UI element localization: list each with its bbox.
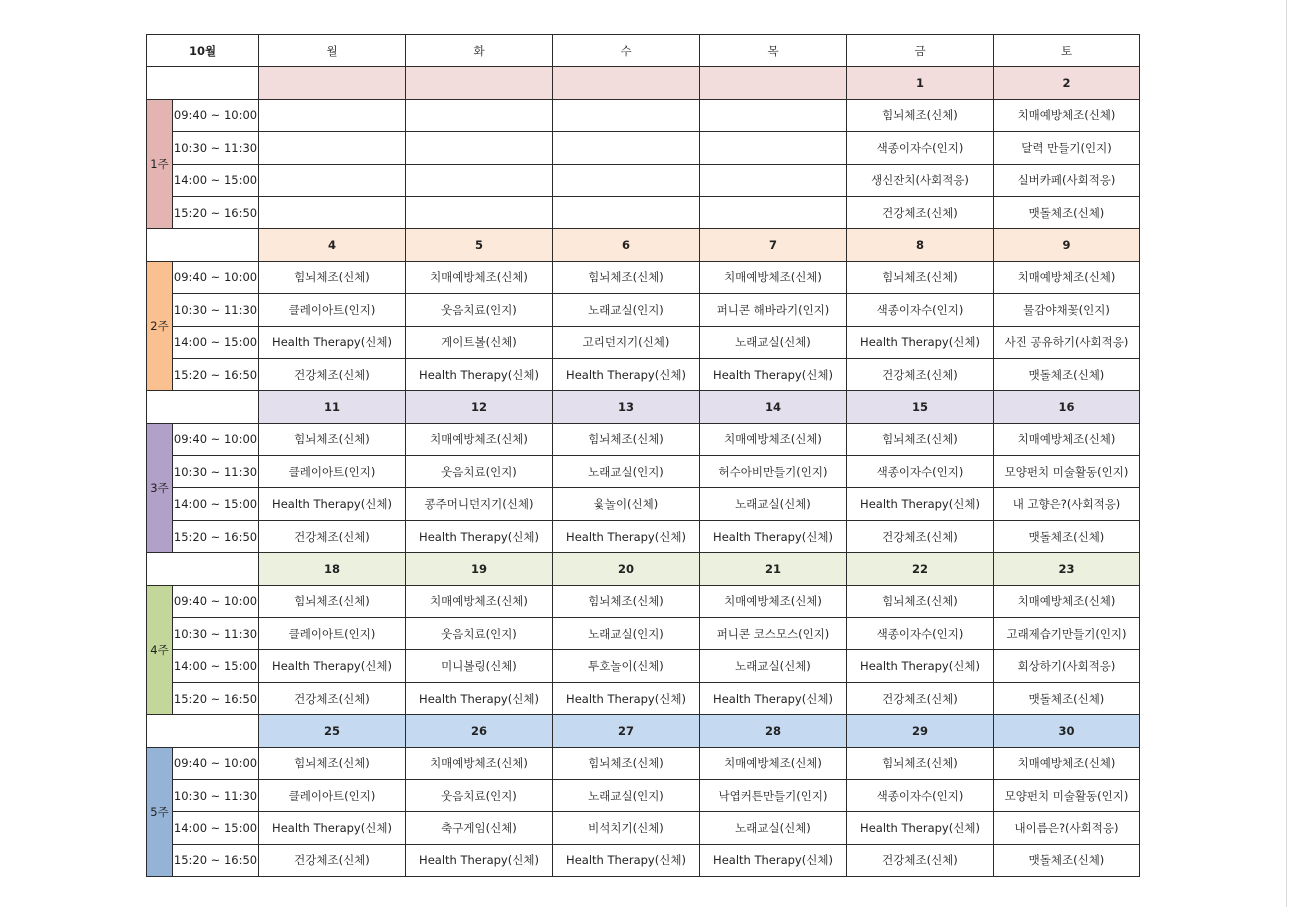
day-header-wed: 수 — [553, 35, 700, 67]
activity-cell-sat: 치매예방체조(신체) — [994, 99, 1140, 131]
activity-cell-fri: 건강체조(신체) — [847, 844, 994, 876]
activity-cell-tue: Health Therapy(신체) — [406, 682, 553, 714]
activity-cell-mon: 힘뇌체조(신체) — [259, 747, 406, 779]
day-header-thu: 목 — [700, 35, 847, 67]
date-cell-thu: 14 — [700, 391, 847, 423]
activity-cell-mon: 클레이아트(인지) — [259, 456, 406, 488]
activity-cell-wed: Health Therapy(신체) — [553, 358, 700, 390]
activity-cell-wed: 힘뇌체조(신체) — [553, 747, 700, 779]
date-cell-tue: 19 — [406, 553, 553, 585]
activity-cell-mon: 클레이아트(인지) — [259, 779, 406, 811]
activity-cell-tue — [406, 164, 553, 196]
day-header-sat: 토 — [994, 35, 1140, 67]
date-row-spacer — [147, 229, 259, 261]
date-cell-sat: 16 — [994, 391, 1140, 423]
activity-cell-fri: 건강체조(신체) — [847, 196, 994, 228]
activity-cell-tue — [406, 132, 553, 164]
time-slot: 10:30 ~ 11:30 — [173, 618, 259, 650]
activity-row — [147, 99, 1140, 131]
activity-row — [147, 488, 1140, 520]
activity-cell-tue: 미니볼링(신체) — [406, 650, 553, 682]
activity-cell-tue: 치매예방체조(신체) — [406, 423, 553, 455]
activity-cell-sat: 맷돌체조(신체) — [994, 358, 1140, 390]
activity-cell-thu — [700, 164, 847, 196]
activity-cell-thu — [700, 132, 847, 164]
date-cell-tue: 5 — [406, 229, 553, 261]
activity-row — [147, 164, 1140, 196]
activity-cell-tue: 웃음치료(인지) — [406, 456, 553, 488]
activity-row — [147, 294, 1140, 326]
date-cell-mon: 11 — [259, 391, 406, 423]
activity-cell-fri: 힘뇌체조(신체) — [847, 261, 994, 293]
activity-cell-sat: 모양펀치 미술활동(인지) — [994, 456, 1140, 488]
activity-cell-wed: 고리던지기(신체) — [553, 326, 700, 358]
date-cell-tue: 26 — [406, 715, 553, 747]
activity-cell-thu — [700, 196, 847, 228]
week-label: 4주 — [147, 585, 173, 715]
date-row-spacer — [147, 715, 259, 747]
activity-cell-wed: 노래교실(인지) — [553, 779, 700, 811]
activity-cell-wed — [553, 196, 700, 228]
activity-cell-wed: 노래교실(인지) — [553, 618, 700, 650]
date-cell-thu: 28 — [700, 715, 847, 747]
date-cell-sat: 23 — [994, 553, 1140, 585]
date-cell-mon: 18 — [259, 553, 406, 585]
date-cell-fri: 22 — [847, 553, 994, 585]
time-slot: 10:30 ~ 11:30 — [173, 456, 259, 488]
date-cell-wed — [553, 67, 700, 99]
activity-cell-fri: 건강체조(신체) — [847, 358, 994, 390]
activity-cell-sat: 물감야채꽃(인지) — [994, 294, 1140, 326]
time-slot: 09:40 ~ 10:00 — [173, 261, 259, 293]
activity-cell-thu — [700, 99, 847, 131]
day-header-tue: 화 — [406, 35, 553, 67]
activity-cell-thu: 치매예방체조(신체) — [700, 261, 847, 293]
activity-cell-tue: 웃음치료(인지) — [406, 779, 553, 811]
date-cell-wed: 6 — [553, 229, 700, 261]
activity-cell-fri: 색종이자수(인지) — [847, 779, 994, 811]
date-cell-thu: 7 — [700, 229, 847, 261]
activity-cell-thu: Health Therapy(신체) — [700, 358, 847, 390]
activity-row — [147, 423, 1140, 455]
date-cell-tue: 12 — [406, 391, 553, 423]
activity-cell-fri: 색종이자수(인지) — [847, 456, 994, 488]
activity-cell-wed: Health Therapy(신체) — [553, 844, 700, 876]
activity-cell-sat: 맷돌체조(신체) — [994, 520, 1140, 552]
activity-cell-tue: 치매예방체조(신체) — [406, 585, 553, 617]
date-row-spacer — [147, 391, 259, 423]
activity-cell-mon — [259, 99, 406, 131]
time-slot: 14:00 ~ 15:00 — [173, 326, 259, 358]
activity-row — [147, 585, 1140, 617]
activity-cell-mon: Health Therapy(신체) — [259, 650, 406, 682]
activity-cell-tue: Health Therapy(신체) — [406, 844, 553, 876]
date-cell-sat: 30 — [994, 715, 1140, 747]
activity-cell-thu: 퍼니콘 해바라기(인지) — [700, 294, 847, 326]
activity-cell-fri: Health Therapy(신체) — [847, 488, 994, 520]
activity-row — [147, 326, 1140, 358]
activity-cell-mon: Health Therapy(신체) — [259, 488, 406, 520]
activity-cell-sat: 고래제습기만들기(인지) — [994, 618, 1140, 650]
date-cell-fri: 1 — [847, 67, 994, 99]
activity-row — [147, 844, 1140, 876]
time-slot: 14:00 ~ 15:00 — [173, 488, 259, 520]
activity-cell-thu: 허수아비만들기(인지) — [700, 456, 847, 488]
activity-row — [147, 358, 1140, 390]
activity-cell-mon — [259, 196, 406, 228]
activity-cell-thu: 치매예방체조(신체) — [700, 747, 847, 779]
activity-cell-tue: 웃음치료(인지) — [406, 618, 553, 650]
activity-cell-sat: 내이름은?(사회적응) — [994, 812, 1140, 844]
date-cell-wed: 27 — [553, 715, 700, 747]
date-row — [147, 229, 1140, 261]
schedule-table — [146, 34, 1140, 877]
date-cell-fri: 8 — [847, 229, 994, 261]
activity-cell-wed: 힘뇌체조(신체) — [553, 423, 700, 455]
time-slot: 09:40 ~ 10:00 — [173, 747, 259, 779]
activity-cell-thu: Health Therapy(신체) — [700, 844, 847, 876]
activity-cell-mon: 클레이아트(인지) — [259, 294, 406, 326]
activity-cell-fri: 힘뇌체조(신체) — [847, 423, 994, 455]
activity-cell-mon: Health Therapy(신체) — [259, 326, 406, 358]
date-row — [147, 553, 1140, 585]
activity-row — [147, 682, 1140, 714]
activity-cell-sat: 치매예방체조(신체) — [994, 585, 1140, 617]
activity-row — [147, 747, 1140, 779]
date-cell-mon: 4 — [259, 229, 406, 261]
activity-cell-mon: 건강체조(신체) — [259, 844, 406, 876]
activity-cell-tue: Health Therapy(신체) — [406, 520, 553, 552]
activity-cell-fri: Health Therapy(신체) — [847, 650, 994, 682]
activity-cell-sat: 회상하기(사회적응) — [994, 650, 1140, 682]
activity-cell-mon: 힘뇌체조(신체) — [259, 261, 406, 293]
day-header-fri: 금 — [847, 35, 994, 67]
page-edge-divider — [1286, 0, 1287, 907]
activity-row — [147, 650, 1140, 682]
time-slot: 09:40 ~ 10:00 — [173, 423, 259, 455]
activity-row — [147, 132, 1140, 164]
activity-cell-thu: Health Therapy(신체) — [700, 520, 847, 552]
date-row-spacer — [147, 553, 259, 585]
date-cell-wed: 13 — [553, 391, 700, 423]
activity-cell-fri: 건강체조(신체) — [847, 520, 994, 552]
time-slot: 09:40 ~ 10:00 — [173, 585, 259, 617]
activity-cell-tue — [406, 196, 553, 228]
week-label: 3주 — [147, 423, 173, 553]
time-slot: 10:30 ~ 11:30 — [173, 132, 259, 164]
date-row — [147, 67, 1140, 99]
activity-cell-fri: 힘뇌체조(신체) — [847, 99, 994, 131]
time-slot: 15:20 ~ 16:50 — [173, 844, 259, 876]
date-cell-thu: 21 — [700, 553, 847, 585]
activity-cell-sat: 치매예방체조(신체) — [994, 261, 1140, 293]
activity-cell-sat: 맷돌체조(신체) — [994, 844, 1140, 876]
activity-cell-fri: 색종이자수(인지) — [847, 132, 994, 164]
activity-cell-mon — [259, 164, 406, 196]
activity-cell-tue: 게이트볼(신체) — [406, 326, 553, 358]
time-slot: 15:20 ~ 16:50 — [173, 682, 259, 714]
date-cell-thu — [700, 67, 847, 99]
activity-row — [147, 618, 1140, 650]
activity-cell-fri: 색종이자수(인지) — [847, 294, 994, 326]
activity-cell-sat: 사진 공유하기(사회적응) — [994, 326, 1140, 358]
activity-row — [147, 456, 1140, 488]
activity-cell-sat: 내 고향은?(사회적응) — [994, 488, 1140, 520]
date-row-spacer — [147, 67, 259, 99]
activity-cell-sat: 달력 만들기(인지) — [994, 132, 1140, 164]
time-slot: 14:00 ~ 15:00 — [173, 812, 259, 844]
week-label: 1주 — [147, 99, 173, 229]
time-slot: 15:20 ~ 16:50 — [173, 358, 259, 390]
activity-cell-sat: 모양펀치 미술활동(인지) — [994, 779, 1140, 811]
activity-cell-mon: 건강체조(신체) — [259, 358, 406, 390]
activity-cell-fri: Health Therapy(신체) — [847, 326, 994, 358]
activity-cell-tue: 치매예방체조(신체) — [406, 747, 553, 779]
time-slot: 14:00 ~ 15:00 — [173, 164, 259, 196]
activity-cell-wed: 노래교실(인지) — [553, 294, 700, 326]
activity-cell-tue: 치매예방체조(신체) — [406, 261, 553, 293]
activity-cell-sat: 맷돌체조(신체) — [994, 682, 1140, 714]
activity-row — [147, 520, 1140, 552]
activity-cell-wed: 힘뇌체조(신체) — [553, 585, 700, 617]
activity-cell-wed: Health Therapy(신체) — [553, 682, 700, 714]
month-title: 10월 — [147, 35, 259, 67]
activity-row — [147, 196, 1140, 228]
week-label: 2주 — [147, 261, 173, 391]
activity-row — [147, 261, 1140, 293]
activity-cell-tue: 콩주머니던지기(신체) — [406, 488, 553, 520]
activity-cell-thu: 치매예방체조(신체) — [700, 423, 847, 455]
activity-cell-fri: 생신잔치(사회적응) — [847, 164, 994, 196]
time-slot: 14:00 ~ 15:00 — [173, 650, 259, 682]
activity-cell-wed: 비석치기(신체) — [553, 812, 700, 844]
activity-cell-tue: Health Therapy(신체) — [406, 358, 553, 390]
activity-cell-mon — [259, 132, 406, 164]
activity-cell-thu: 낙엽커튼만들기(인지) — [700, 779, 847, 811]
activity-cell-tue: 웃음치료(인지) — [406, 294, 553, 326]
activity-cell-mon: 힘뇌체조(신체) — [259, 585, 406, 617]
day-header-mon: 월 — [259, 35, 406, 67]
activity-cell-sat: 실버카페(사회적응) — [994, 164, 1140, 196]
week-label: 5주 — [147, 747, 173, 877]
activity-cell-mon: 힘뇌체조(신체) — [259, 423, 406, 455]
date-cell-fri: 15 — [847, 391, 994, 423]
time-slot: 10:30 ~ 11:30 — [173, 294, 259, 326]
activity-cell-sat: 치매예방체조(신체) — [994, 423, 1140, 455]
activity-cell-thu: 퍼니콘 코스모스(인지) — [700, 618, 847, 650]
time-slot: 10:30 ~ 11:30 — [173, 779, 259, 811]
date-cell-fri: 29 — [847, 715, 994, 747]
header-row — [147, 35, 1140, 67]
activity-cell-sat: 맷돌체조(신체) — [994, 196, 1140, 228]
activity-cell-thu: 노래교실(신체) — [700, 326, 847, 358]
date-cell-mon: 25 — [259, 715, 406, 747]
activity-cell-mon: Health Therapy(신체) — [259, 812, 406, 844]
time-slot: 09:40 ~ 10:00 — [173, 99, 259, 131]
activity-cell-fri: 힘뇌체조(신체) — [847, 585, 994, 617]
activity-cell-wed: 힘뇌체조(신체) — [553, 261, 700, 293]
activity-cell-wed: 투호놀이(신체) — [553, 650, 700, 682]
time-slot: 15:20 ~ 16:50 — [173, 520, 259, 552]
date-cell-sat: 2 — [994, 67, 1140, 99]
activity-cell-wed — [553, 164, 700, 196]
activity-cell-tue: 축구게임(신체) — [406, 812, 553, 844]
activity-cell-fri: 힘뇌체조(신체) — [847, 747, 994, 779]
date-cell-tue — [406, 67, 553, 99]
activity-cell-wed: 윷놀이(신체) — [553, 488, 700, 520]
activity-cell-mon: 건강체조(신체) — [259, 520, 406, 552]
activity-cell-thu: 노래교실(신체) — [700, 650, 847, 682]
activity-cell-fri: 건강체조(신체) — [847, 682, 994, 714]
date-cell-wed: 20 — [553, 553, 700, 585]
activity-cell-mon: 건강체조(신체) — [259, 682, 406, 714]
date-cell-mon — [259, 67, 406, 99]
activity-cell-thu: 노래교실(신체) — [700, 812, 847, 844]
activity-cell-thu: 노래교실(신체) — [700, 488, 847, 520]
activity-cell-mon: 클레이아트(인지) — [259, 618, 406, 650]
activity-cell-thu: 치매예방체조(신체) — [700, 585, 847, 617]
time-slot: 15:20 ~ 16:50 — [173, 196, 259, 228]
activity-cell-fri: 색종이자수(인지) — [847, 618, 994, 650]
activity-cell-thu: Health Therapy(신체) — [700, 682, 847, 714]
activity-cell-wed: Health Therapy(신체) — [553, 520, 700, 552]
date-row — [147, 391, 1140, 423]
activity-cell-wed: 노래교실(인지) — [553, 456, 700, 488]
activity-cell-tue — [406, 99, 553, 131]
date-cell-sat: 9 — [994, 229, 1140, 261]
date-row — [147, 715, 1140, 747]
activity-row — [147, 779, 1140, 811]
activity-cell-fri: Health Therapy(신체) — [847, 812, 994, 844]
activity-cell-sat: 치매예방체조(신체) — [994, 747, 1140, 779]
activity-cell-wed — [553, 132, 700, 164]
activity-cell-wed — [553, 99, 700, 131]
activity-row — [147, 812, 1140, 844]
